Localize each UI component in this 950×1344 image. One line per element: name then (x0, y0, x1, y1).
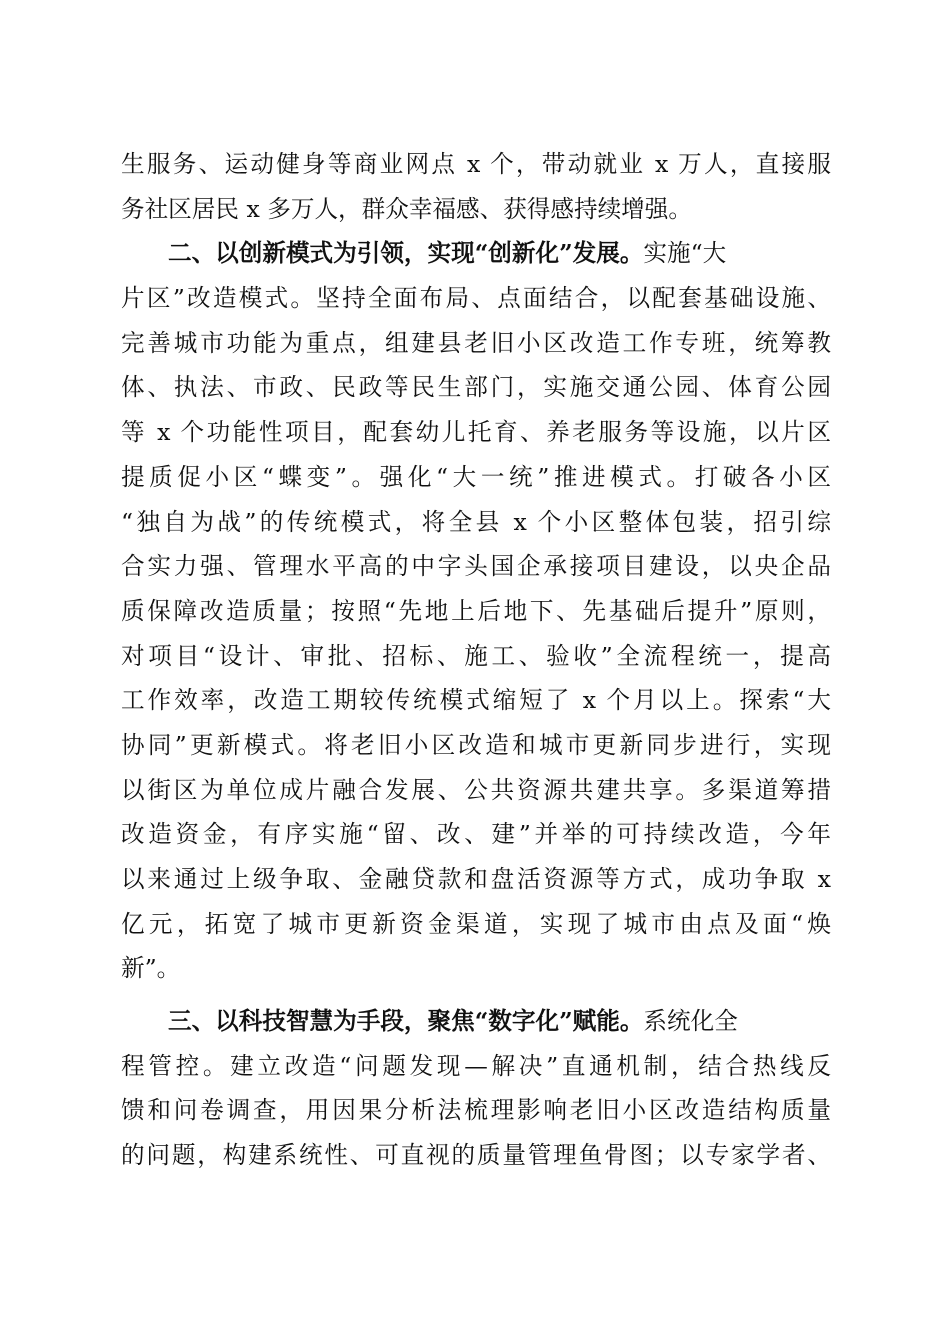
text-line: 对项目“设计、审批、招标、施工、验收”全流程统一，提高 (121, 641, 831, 670)
text-line: 工作效率，改造工期较传统模式缩短了 x 个月以上。探索“大 (121, 686, 831, 715)
text-line: 提质促小区“蝶变”。强化“大一统”推进模式。打破各小区 (121, 462, 831, 491)
text-line: 完善城市功能为重点，组建县老旧小区改造工作专班，统筹教 (121, 328, 831, 357)
text-line: 馈和问卷调查，用因果分析法梳理影响老旧小区改造结构质量 (121, 1096, 831, 1125)
paragraph-3 (121, 999, 831, 1178)
text-line: 程管控。建立改造“问题发现—解决”直通机制，结合热线反 (121, 1051, 831, 1080)
paragraph-2 (121, 231, 831, 991)
text-line: 新”。 (121, 954, 181, 983)
text-line: 务社区居民 x 多万人，群众幸福感、获得感持续增强。 (121, 194, 692, 223)
text-line: 以来通过上级争取、金融贷款和盘活资源等方式，成功争取 x (121, 865, 831, 893)
text-line: 的问题，构建系统性、可直视的质量管理鱼骨图；以专家学者、 (121, 1141, 831, 1170)
section-heading-2: 二、以创新模式为引领，实现“创新化”发展。 (168, 239, 644, 268)
text-line: 等 x 个功能性项目，配套幼儿托育、养老服务等设施，以片区 (121, 418, 831, 447)
text-line: 协同”更新模式。将老旧小区改造和城市更新同步进行，实现 (121, 730, 831, 759)
paragraph-first-line (121, 231, 831, 276)
text-line: 片区”改造模式。坚持全面布局、点面结合，以配套基础设施、 (121, 284, 831, 313)
text-line: 体、执法、市政、民政等民生部门，实施交通公园、体育公园 (121, 373, 831, 402)
text-line: 质保障改造质量；按照“先地上后地下、先基础后提升”原则， (121, 596, 831, 625)
text-line: 生服务、运动健身等商业网点 x 个，带动就业 x 万人，直接服 (121, 150, 831, 178)
paragraph-1 (121, 142, 831, 231)
heading-line-rest: 系统化全 (643, 1007, 738, 1036)
text-line: 亿元，拓宽了城市更新资金渠道，实现了城市由点及面“焕 (121, 909, 831, 938)
text-line: 改造资金，有序实施“留、改、建”并举的可持续改造，今年 (121, 820, 831, 849)
heading-line-rest: 实施“大 (643, 239, 727, 268)
text-line: 合实力强、管理水平高的中字头国企承接项目建设，以央企品 (121, 552, 831, 581)
text-line: 以街区为单位成片融合发展、公共资源共建共享。多渠道筹措 (121, 775, 831, 804)
paragraph-first-line (121, 999, 831, 1044)
paragraph-gap (121, 991, 831, 999)
text-line: “独自为战”的传统模式，将全县 x 个小区整体包装，招引综 (121, 507, 831, 536)
section-heading-3: 三、以科技智慧为手段，聚焦“数字化”赋能。 (168, 1007, 644, 1036)
document-body (121, 142, 831, 1178)
